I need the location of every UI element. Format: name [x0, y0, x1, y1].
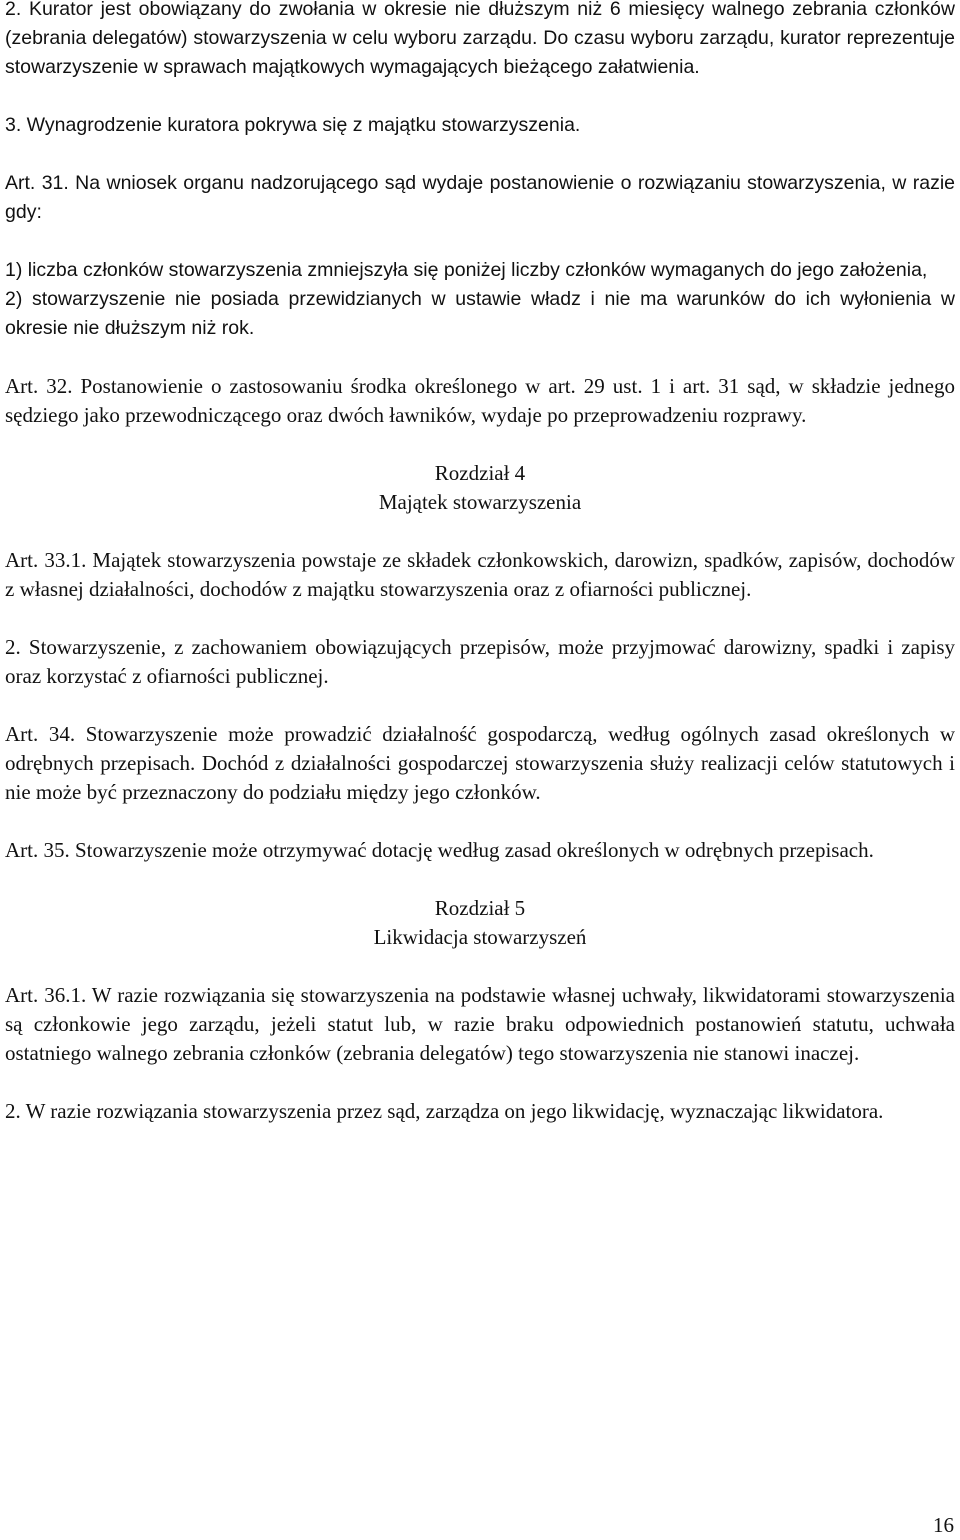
page-number: 16 — [933, 1513, 954, 1537]
paragraph-art30-3: 3. Wynagrodzenie kuratora pokrywa się z majątku stowarzyszenia. — [5, 114, 581, 136]
chapter-4-number: Rozdział 4 — [434, 461, 526, 485]
paragraph-art36-2: 2. W razie rozwiązania stowarzyszenia przez sąd, zarządza on jego likwidację, wyznaczając likwidatora. — [5, 1099, 884, 1123]
paragraph-art31: Art. 31. Na wniosek organu nadzorującego sąd wydaje postanowienie o rozwiązaniu stowarzyszenia, w razie gdy: — [5, 172, 955, 223]
paragraph-art35: Art. 35. Stowarzyszenie może otrzymywać dotację według zasad określonych w odrębnych przepisach. — [5, 838, 874, 862]
paragraph-art34: Art. 34. Stowarzyszenie może prowadzić działalność gospodarczą, według ogólnych zasad określonych w odrębnych przepisach. Dochód z działalności gospodarczej stowarzyszenia służy realizacji celów statutowych i nie może być przeznaczony do podziału między jego członków. — [5, 722, 955, 804]
paragraph-art30-2: 2. Kurator jest obowiązany do zwołania w okresie nie dłuższym niż 6 miesięcy walnego zebrania członków (zebrania delegatów) stowarzyszenia w celu wyboru zarządu. Do czasu wyboru zarządu, kurator reprezentuje stowarzyszenie w sprawach majątkowych wymagających bieżącego załatwienia. — [5, 0, 955, 78]
paragraph-art31-point1: 1) liczba członków stowarzyszenia zmniejszyła się poniżej liczby członków wymaganych do jego założenia, — [5, 259, 928, 281]
paragraph-art33-1: Art. 33.1. Majątek stowarzyszenia powstaje ze składek członkowskich, darowizn, spadków, zapisów, dochodów z własnej działalności, dochodów z majątku stowarzyszenia oraz z ofiarności publicznej. — [5, 548, 955, 601]
paragraph-art33-2: 2. Stowarzyszenie, z zachowaniem obowiązujących przepisów, może przyjmować darowizny, spadki i zapisy oraz korzystać z ofiarności publicznej. — [5, 635, 955, 688]
paragraph-art32: Art. 32. Postanowienie o zastosowaniu środka określonego w art. 29 ust. 1 i art. 31 sąd, w składzie jednego sędziego jako przewodniczącego oraz dwóch ławników, wydaje po przeprowadzeniu rozprawy. — [5, 374, 955, 427]
paragraph-art31-point2: 2) stowarzyszenie nie posiada przewidzianych w ustawie władz i nie ma warunków do ich wyłonienia w okresie nie dłuższym niż rok. — [5, 288, 955, 339]
document-body — [5, 0, 955, 1126]
paragraph-art36-1: Art. 36.1. W razie rozwiązania się stowarzyszenia na podstawie własnej uchwały, likwidatorami stowarzyszenia są członkowie jego zarządu, jeżeli statut lub, w razie braku odpowiednich postanowień statutu, uchwała ostatniego walnego zebrania członków (zebrania delegatów) tego stowarzyszenia nie stanowi inaczej. — [5, 983, 955, 1065]
chapter-4-title: Majątek stowarzyszenia — [378, 490, 582, 514]
chapter-5-title: Likwidacja stowarzyszeń — [373, 925, 587, 949]
chapter-5-number: Rozdział 5 — [434, 896, 526, 920]
